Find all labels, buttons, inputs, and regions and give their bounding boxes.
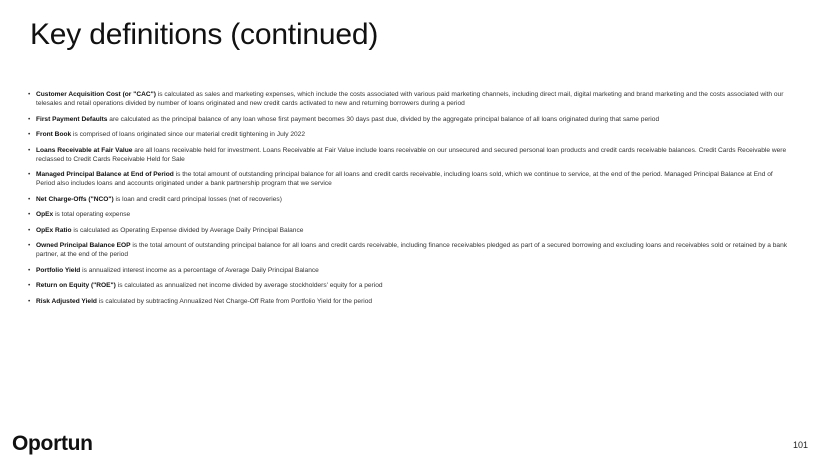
logo-text: Oportun (12, 432, 93, 455)
definition-text: is annualized interest income as a percentage of Average Daily Principal Balance (80, 266, 319, 274)
definition-text: is comprised of loans originated since our material credit tightening in July 2022 (71, 131, 306, 138)
definition-text: is the total amount of outstanding principal balance for all loans and credit cards receivable, including loans sold, which we continue to service, at the end of the period. Managed Principal Balance at End of Period also includes loans and accounts originated under a bank partnership program that we service (36, 171, 773, 187)
definitions-list (28, 90, 788, 312)
definition-text: is calculated as annualized net income divided by average stockholders' equity for a period (115, 282, 383, 289)
definition-term: Loans Receivable at Fair Value (36, 146, 133, 154)
definition-term: Owned Principal Balance EOP (36, 242, 131, 249)
definition-item (28, 281, 788, 290)
oportun-logo (12, 433, 93, 454)
definition-term: OpEx (36, 211, 54, 218)
definition-item (28, 241, 788, 259)
definition-term: First Payment Defaults (36, 115, 108, 123)
definition-text: are calculated as the principal balance of any loan whose first payment becomes 30 days past due, divided by the aggregate principal balance of all loans originated during that same period (107, 115, 660, 123)
definition-text: is total operating expense (53, 211, 131, 218)
definition-term: Risk Adjusted Yield (36, 297, 97, 305)
page-title: Key definitions (continued) (30, 18, 379, 51)
definition-text: is the total amount of outstanding principal balance for all loans and credit cards receivable, including finance receivables pledged as part of a secured borrowing and excluding loans and receivables sold or retained by a bank partner, at the end of the period (36, 242, 788, 258)
definition-item (28, 195, 788, 204)
definition-item (28, 210, 788, 219)
definition-item (28, 130, 788, 139)
definition-item (28, 115, 788, 124)
definition-text: is calculated as Operating Expense divided by Average Daily Principal Balance (71, 226, 304, 234)
definition-text: is calculated by subtracting Annualized Net Charge-Off Rate from Portfolio Yield for the period (96, 297, 373, 305)
definition-item (28, 226, 788, 235)
definition-term: Managed Principal Balance at End of Period (36, 171, 174, 178)
definition-term: OpEx Ratio (36, 226, 72, 234)
definition-item (28, 90, 788, 108)
definition-item (28, 297, 788, 306)
page-number: 101 (792, 440, 808, 450)
definition-term: Return on Equity ("ROE") (36, 282, 116, 289)
definition-term: Portfolio Yield (36, 266, 81, 274)
definition-item (28, 266, 788, 275)
definition-item (28, 170, 788, 188)
definition-text: is loan and credit card principal losses (net of recoveries) (113, 195, 282, 203)
definition-term: Net Charge-Offs ("NCO") (36, 195, 114, 203)
definition-text: are all loans receivable held for investment. Loans Receivable at Fair Value include loans receivable on our unsecured and secured personal loan products and credit cards receivable balances. Credit Cards Receivable were reclassed to Credit Cards Receivable Held for Sale (36, 146, 787, 163)
definition-term: Customer Acquisition Cost (or "CAC") (36, 91, 156, 98)
definition-item (28, 146, 788, 164)
definition-term: Front Book (36, 131, 72, 138)
definition-text: is calculated as sales and marketing expenses, which include the costs associated with various paid marketing channels, including direct mail, digital marketing and brand marketing and the costs associated with our telesales and retail operations divided by number of loans originated and new credit cards activated to new and returning borrowers during a period (36, 91, 784, 107)
